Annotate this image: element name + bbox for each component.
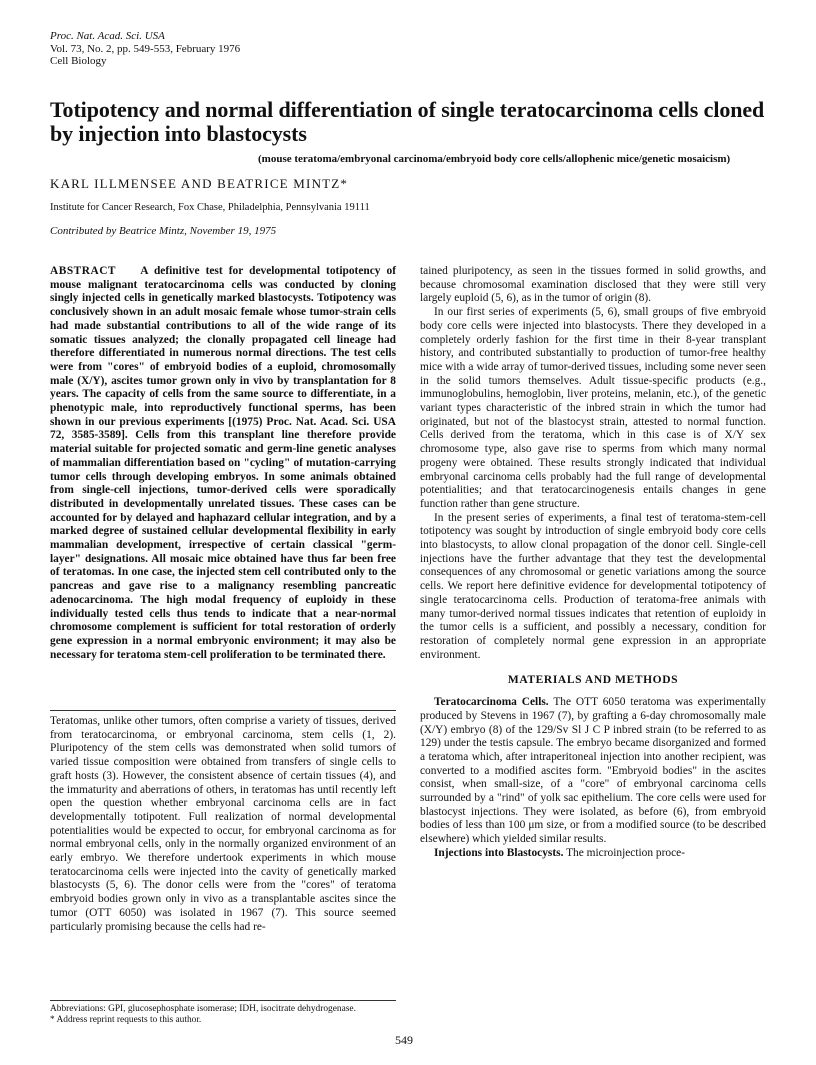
intro-continued: tained pluripotency, as seen in the tissues formed in solid growths, and because chromosomal examination disclosed that they were still very largely euploid (5, 6), as in the tumor of origin (8). [420,265,766,305]
intro-left-column [50,715,396,934]
teratocarcinoma-cells-text: The OTT 6050 teratoma was experimentally produced by Stevens in 1967 (7), by grafting a 6-day chromosomally male (X/Y) embryo (8) of the 129/Sv Sl J C P inbred strain (to be referred to as 129) under the testis capsule. The embryo became disorganized and formed a teratoma which, after intraperitoneal injection into another recipient, was converted to a modified ascites form. "Embryoid bodies" in the ascites consist, when small-size, of a "core" of embryonal carcinoma cells surrounded by a "rind" of yolk sac epithelium. The core cells were used for blastocyst injections. They were isolated, as before (6), from embryoid bodies of less than 100 μm size, or from a modified source (to be described elsewhere) which yielded similar results. [420,696,766,846]
institution: Institute for Cancer Research, Fox Chase, Philadelphia, Pennsylvania 19111 [50,202,370,213]
abstract-label: ABSTRACT [50,265,117,277]
abstract [50,265,396,662]
reprint-footnote: * Address reprint requests to this author. [50,1015,202,1025]
journal-name: Proc. Nat. Acad. Sci. USA [50,30,165,42]
first-series-paragraph: In our first series of experiments (5, 6), small groups of five embryoid body core cells were injected into blastocysts. There they developed in a completely orderly fashion for the first time in their 8-year transplant history, and contributed substantially to production of tumor-free healthy mice with a wide array of tumor-derived tissues, including some never seen in the solid tumors themselves. Adult tissue-specific products (e.g., immunoglobulins, hemoglobin, liver proteins, melanin, etc.), of the genetic variant types characteristic of the inbred strain in which the tumor had originated, but not of the blastocyst strain, attested to normal function. Cells derived from the teratoma, which in this case is of X/Y sex chromosome type, also gave rise to sperms from which many normal progeny were obtained. These results strongly indicated that individual embryonal carcinoma cells probably had the full range of developmental potentialities; and that teratocarcinogenesis entails changes in gene function rather than gene structure. [420,306,766,510]
injections-text: The microinjection proce- [566,846,685,859]
abbreviations-footnote: Abbreviations: GPI, glucosephosphate isomerase; IDH, isocitrate dehydrogenase. [50,1004,356,1014]
keywords: (mouse teratoma/embryonal carcinoma/embryoid body core cells/allophenic mice/genetic mosaicism) [258,153,731,165]
section-name: Cell Biology [50,55,107,67]
right-column [420,265,766,861]
footnote-divider [50,1000,396,1001]
abstract-text: A definitive test for developmental totipotency of mouse malignant teratocarcinoma cells was conducted by cloning singly injected cells in genetically marked blastocysts. Totipotency was conclusively shown in an adult mosaic female whose tumor-strain cells had made substantial contributions to all of the wide range of its somatic tissues analyzed; the clonally propagated cell lineage had therefore differentiated in numerous normal directions. The test cells were from "cores" of embryoid bodies of a euploid, chromosomally male (X/Y), ascites tumor grown only in vivo by transplantation for 8 years. The capacity of cells from the same source to differentiate, in a phenotypic male, into reproductively functional sperms, has been shown in our previous experiments [(1975) Proc. Nat. Acad. Sci. USA 72, 3585-3589]. Cells from this transplant line therefore provide material suitable for projected somatic and germ-line genetic analyses of mammalian differentiation based on "cycling" of mutation-carrying tumor cells through developing embryos. In some animals obtained from single-cell injections, tumor-derived cells were sporadically distributed in developmentally unrelated tissues. These cases can be accounted for by delayed and haphazard cellular integration, and by a marked degree of sustained cellular developmental flexibility in early mammalian development, irrespective of certain classical "germ-layer" designations. All mosaic mice obtained have thus far been free of teratomas. In one case, the injected stem cell contributed only to the pancreas and gave rise to a malignancy resembling pancreatic adenocarcinoma. The high modal frequency of euploidy in these individually tested cells thus tends to indicate that a near-normal chromosome complement is sufficient for total restoration of orderly gene expression in a normal embryonic environment; it may also be necessary for teratoma stem-cell proliferation to be terminated there. [50,265,397,661]
volume-line: Vol. 73, No. 2, pp. 549-553, February 1976 [50,42,241,55]
article-title: Totipotency and normal differentiation of single teratocarcinoma cells cloned by injection into blastocysts [50,97,765,146]
intro-paragraph: Teratomas, unlike other tumors, often comprise a variety of tissues, derived from teratocarcinoma, or embryonal carcinoma, stem cells (1, 2). Pluripotency of the stem cells was demonstrated when solid tumors of varied tissue composition were obtained from transfers of single cells to graft hosts (3). However, the consistent absence of certain tissues (4), and the immaturity and aberrations of others, in teratomas has until recently left open the question whether embryonal carcinoma cells are in fact developmentally totipotent. Full realization of normal developmental potentialities would be expected to occur, for embryonal carcinoma as for normal embryonal cells, only in the normally organized environment of an early embryo. We therefore undertook experiments in which mouse teratocarcinoma cells were injected into the cavity of genetically marked blastocysts (5, 6). The donor cells were from the "cores" of teratoma embryoid bodies grown only in vivo as a transplantable ascites since the tumor (OTT 6050) was isolated in 1967 (7). This source seemed particularly promising because the cells had re- [50,715,396,933]
footnotes [50,1004,396,1026]
contributed-by: Contributed by Beatrice Mintz, November 19, 1975 [50,225,277,237]
present-series-paragraph: In the present series of experiments, a final test of teratoma-stem-cell totipotency was sought by introduction of single embryoid body core cells into blastocysts, to allow clonal propagation of the donor cell. Single-cell injections have the further advantage that they test the developmental consequences of any chromosomal or genetic variations among the source cells. We report here definitive evidence for developmental totipotency of single teratocarcinoma cells. Production of teratoma-free animals with many tumor-derived normal tissues indicates that retention of euploidy in the tumor cells is a sufficient, and possibly a necessary, condition for restoration of completely normal gene expression in an appropriate environment. [420,511,766,661]
teratocarcinoma-cells-label: Teratocarcinoma Cells. [434,696,549,709]
page-number: 549 [395,1033,413,1047]
abstract-divider [50,710,396,711]
injections-label: Injections into Blastocysts. [434,846,564,859]
methods-heading: MATERIALS AND METHODS [507,674,679,687]
running-header [50,30,240,68]
authors: KARL ILLMENSEE AND BEATRICE MINTZ* [50,176,349,191]
